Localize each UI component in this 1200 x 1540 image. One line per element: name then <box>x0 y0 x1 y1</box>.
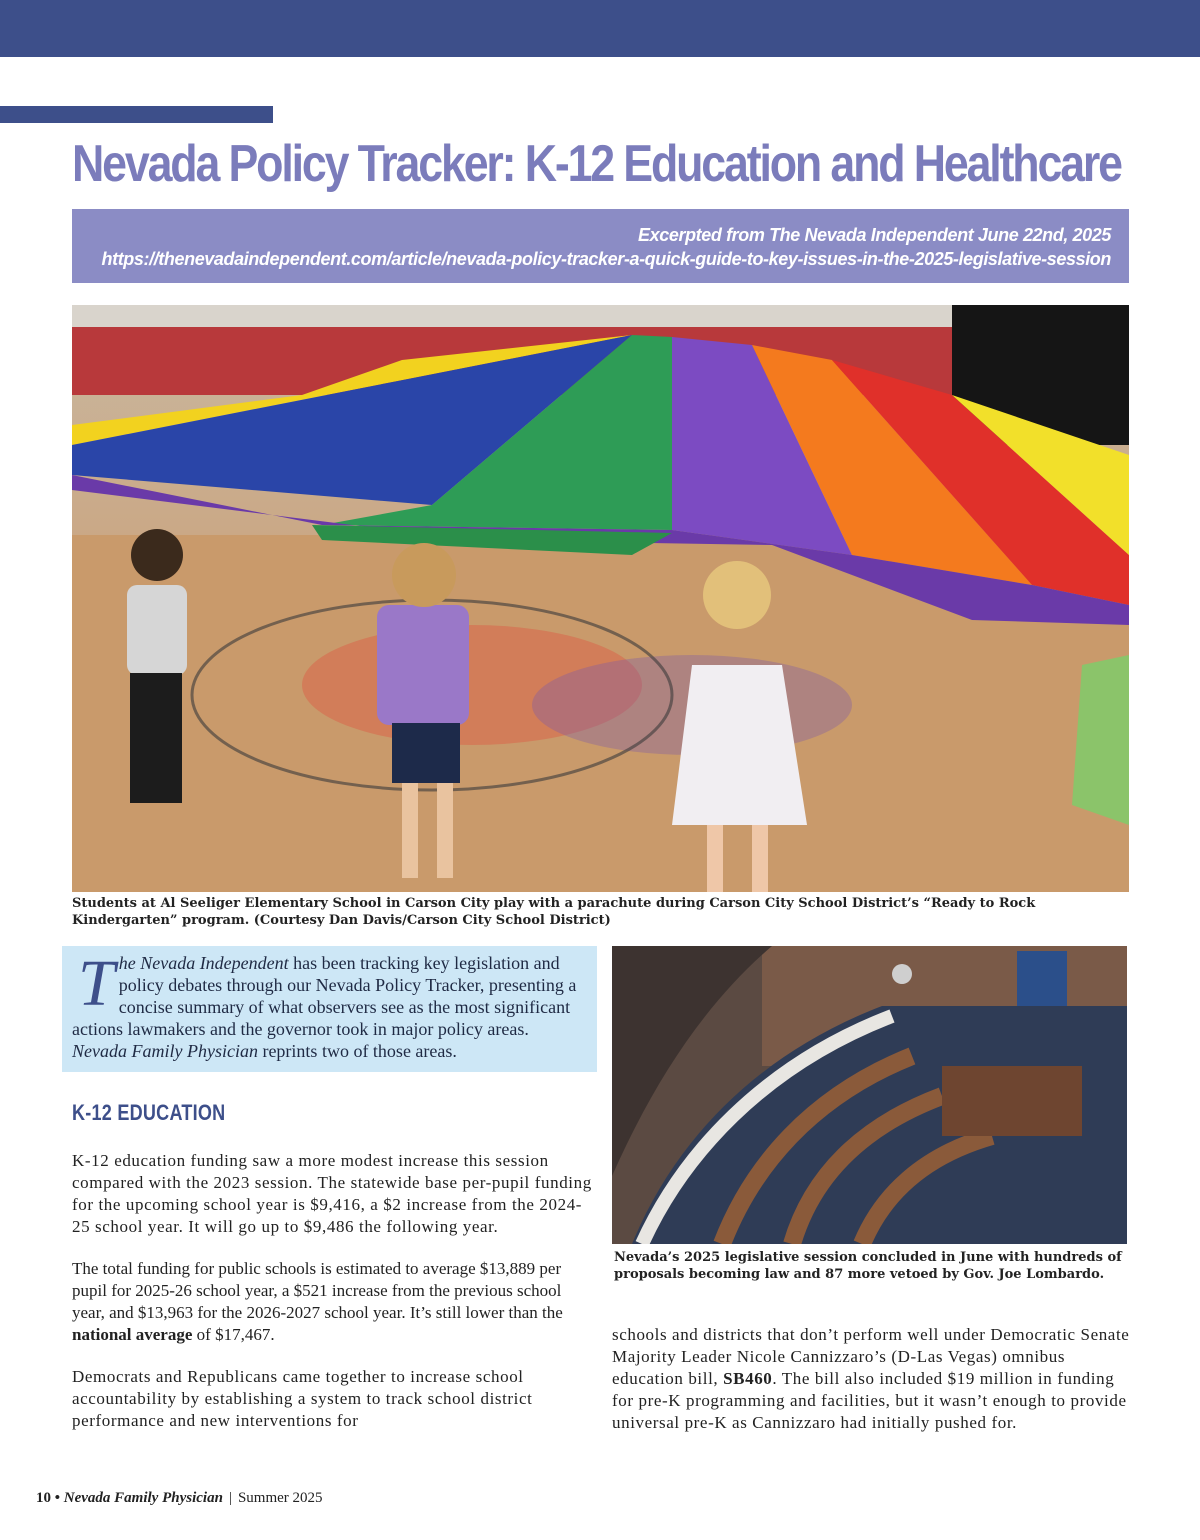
paragraph-4 <box>612 1324 1132 1434</box>
intro-text-end: reprints two of those areas. <box>257 1041 457 1061</box>
paragraph-2 <box>72 1258 592 1346</box>
intro-magazine: Nevada Family Physician <box>72 1041 258 1061</box>
footer-separator: | <box>228 1490 232 1506</box>
speaker-dais <box>942 1066 1082 1136</box>
drop-cap: T <box>78 947 115 1020</box>
wall-clock <box>892 964 912 984</box>
page-number: 10 <box>36 1490 51 1506</box>
child-left <box>127 529 187 803</box>
title-accent-bar <box>0 106 273 123</box>
national-average-link[interactable]: national average <box>72 1325 193 1344</box>
footer-bullet: • <box>54 1490 61 1506</box>
footer-issue: Summer 2025 <box>237 1490 323 1506</box>
source-url[interactable]: https://thenevadaindependent.com/article/nevada-policy-tracker-a-quick-guide-to-key-issues-in-the-2025-legislative-session <box>101 249 1111 269</box>
intro-text: has been tracking key legislation and policy debates through our Nevada Policy Tracker, presenting a concise summary of what observers see as the most significant actions lawmakers and the governor took in major policy areas. <box>72 953 577 1039</box>
intro-box <box>62 946 597 1072</box>
source-banner <box>72 209 1129 283</box>
paragraph-3: Democrats and Republicans came together to increase school accountability by establishing a system to track school district performance and new interventions for <box>72 1367 533 1430</box>
paragraph-1: K-12 education funding saw a more modest increase this session compared with the 2023 session. The statewide base per-pupil funding for the upcoming school year is $9,416, a $2 increase from the 2024-25 school year. It will go up to $9,486 the following year. <box>72 1151 592 1236</box>
paragraph-4-text: schools and districts that don’t perform well under Democratic Senate Majority Leader Nicole Cannizzaro’s (D-Las Vegas) omnibus education bill, <box>612 1325 1130 1388</box>
hero-photo <box>72 305 1129 892</box>
paragraph-2-end: of $17,467. <box>192 1325 275 1344</box>
legislature-illustration <box>612 946 1127 1244</box>
source-line: Excerpted from The Nevada Independent June 22nd, 2025 <box>638 225 1111 245</box>
top-banner-bar <box>0 0 1200 57</box>
parachute-illustration <box>72 305 1129 892</box>
legislature-photo <box>612 946 1127 1244</box>
article-title: Nevada Policy Tracker: K-12 Education and Healthcare <box>72 135 1121 193</box>
section-heading: K-12 EDUCATION <box>72 1100 226 1125</box>
sb460-link[interactable]: SB460 <box>723 1369 773 1388</box>
right-column <box>612 1324 1132 1454</box>
hero-caption: Students at Al Seeliger Elementary School in Carson City play with a parachute during Carson City School District’s “Ready to Rock Kindergarten” program. (Courtesy Dan Davis/Carson City School District) <box>72 896 1036 928</box>
footer-publication: Nevada Family Physician <box>63 1490 223 1506</box>
page-footer <box>36 1490 323 1507</box>
left-column <box>72 1150 592 1452</box>
legislature-caption: Nevada’s 2025 legislative session concluded in June with hundreds of proposals becoming law and 87 more vetoed by Gov. Joe Lombardo. <box>614 1250 1122 1282</box>
intro-pub-name: he Nevada Independent <box>118 953 289 973</box>
paragraph-4-end: . The bill also included $19 million in funding for pre-K programming and facilities, but it wasn’t enough to provide universal pre-K as Cannizzaro had initially pushed for. <box>612 1369 1127 1432</box>
paragraph-2-text: The total funding for public schools is estimated to average $13,889 per pupil for 2025-26 school year, a $521 increase from the previous school year, and $13,963 for the 2026-2027 school year. It’s still lower than the <box>72 1259 563 1322</box>
